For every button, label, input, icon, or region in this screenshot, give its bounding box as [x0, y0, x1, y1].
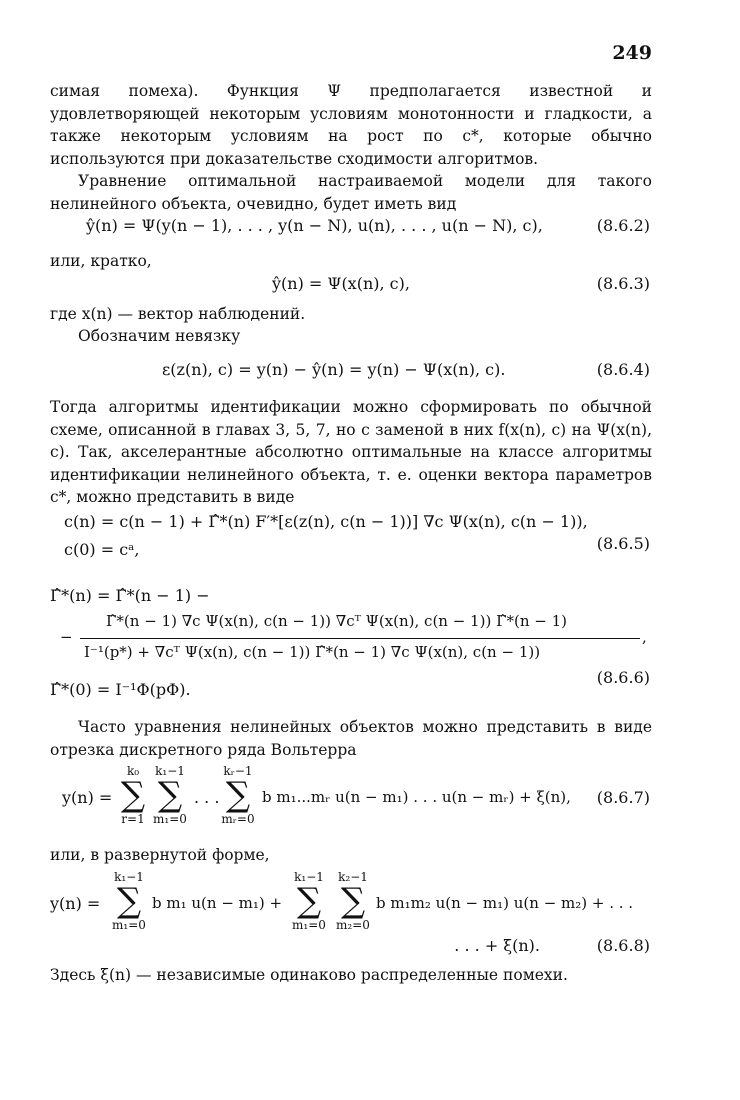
sum-lower: r=1 — [121, 812, 145, 826]
page-number: 249 — [612, 42, 652, 64]
sum-upper: kᵣ−1 — [223, 764, 253, 778]
fraction-comma: , — [642, 628, 647, 646]
equation-formula: c(0) = cᵃ, — [64, 540, 140, 559]
equation-formula: ŷ(n) = Ψ(y(n − 1), . . . , y(n − N), u(n), . . . , u(n − N), c), — [86, 216, 543, 235]
fraction-denominator: I⁻¹(p*) + ∇cᵀ Ψ(x(n), c(n − 1)) Γ̂*(n − 1) ∇c Ψ(x(n), c(n − 1)) — [84, 643, 541, 661]
text-final: Здесь ξ(n) — независимые одинаково распределенные помехи. — [50, 966, 568, 984]
sigma-icon: ∑ — [157, 775, 183, 815]
text-where-x: где x(n) — вектор наблюдений. — [50, 305, 306, 323]
equation-formula: c(n) = c(n − 1) + Γ̂*(n) F′*[ε(z(n), c(n − 1))] ∇c Ψ(x(n), c(n − 1)), — [64, 512, 588, 531]
equation-8-6-6-line3 — [50, 668, 650, 704]
equation-formula: Γ̂*(0) = I⁻¹Φ(pΦ). — [50, 680, 191, 699]
sum-upper: k₁−1 — [294, 870, 324, 884]
equation-number: (8.6.7) — [596, 788, 650, 807]
equation-lhs: y(n) = — [62, 788, 113, 807]
equation-8-6-4 — [50, 360, 650, 384]
sum-symbol — [116, 764, 150, 826]
sum-symbol — [332, 870, 374, 932]
fraction-bar — [80, 638, 640, 639]
equation-8-6-8 — [50, 870, 650, 970]
equation-dots: . . . — [194, 788, 220, 807]
sum-symbol — [288, 870, 330, 932]
equation-lhs: y(n) = — [50, 894, 101, 913]
equation-8-6-6-line1 — [50, 586, 650, 610]
equation-term-2: b m₁m₂ u(n − m₁) u(n − m₂) + . . . — [376, 894, 634, 912]
sum-symbol — [218, 764, 258, 826]
sum-symbol — [150, 764, 190, 826]
equation-number: (8.6.8) — [596, 936, 650, 955]
equation-8-6-2 — [50, 216, 650, 240]
sigma-icon: ∑ — [340, 881, 366, 921]
equation-number: (8.6.6) — [596, 668, 650, 687]
equation-formula: ŷ(n) = Ψ(x(n), c), — [272, 274, 410, 293]
equation-8-6-5-line1 — [50, 512, 650, 536]
text-or-short: или, кратко, — [50, 252, 152, 270]
sigma-icon: ∑ — [120, 775, 146, 815]
paragraph-assumptions: симая помеха). Функция Ψ предполагается известной и удовлетворяющей некоторым условиям монотонности и гладкости, а также некоторым условиям на рост по c*, которые обычно используются при доказательстве сходимости алгоритмов. — [50, 82, 652, 168]
sum-lower: m₁=0 — [153, 812, 187, 826]
sum-upper: k₁−1 — [114, 870, 144, 884]
sum-upper: k₀ — [126, 764, 140, 778]
paragraph-algorithms: Тогда алгоритмы идентификации можно сформировать по обычной схеме, описанной в главах 3, 5, 7, но с заменой в них f(x(n), c) на Ψ(x(n), c). Так, акселерантные абсолютно оптимальные на классе алгоритмы идентификации нелинейного объекта, т. е. оценки вектора параметров c*, можно представить в виде — [50, 398, 652, 506]
equation-formula: Γ̂*(n) = Γ̂*(n − 1) − — [50, 586, 210, 605]
paragraph-model-intro: Уравнение оптимальной настраиваемой модели для такого нелинейного объекта, очевидно, будет иметь вид — [50, 172, 652, 213]
equation-number: (8.6.2) — [596, 216, 650, 235]
text-denote: Обозначим невязку — [78, 327, 241, 345]
sigma-icon: ∑ — [225, 775, 251, 815]
fraction-numerator: Γ̂*(n − 1) ∇c Ψ(x(n), c(n − 1)) ∇cᵀ Ψ(x(n), c(n − 1)) Γ̂*(n − 1) — [106, 612, 567, 630]
equation-term-1: b m₁ u(n − m₁) + — [152, 894, 283, 912]
equation-8-6-5-line2 — [50, 534, 650, 564]
sum-upper: k₂−1 — [338, 870, 368, 884]
equation-line-2: . . . + ξ(n). — [454, 936, 540, 955]
equation-rhs: b m₁...mᵣ u(n − m₁) . . . u(n − mᵣ) + ξ(n), — [262, 788, 571, 806]
equation-8-6-6-fraction — [50, 612, 650, 668]
fraction-minus: − — [60, 628, 73, 646]
equation-number: (8.6.4) — [596, 360, 650, 379]
sum-lower: mᵣ=0 — [221, 812, 255, 826]
sum-lower: m₁=0 — [292, 918, 326, 932]
equation-8-6-3 — [50, 274, 650, 298]
paragraph-volterra-intro: Часто уравнения нелинейных объектов можно представить в виде отрезка дискретного ряда Вольтерра — [50, 718, 652, 759]
equation-formula: ε(z(n), c) = y(n) − ŷ(n) = y(n) − Ψ(x(n), c). — [162, 360, 506, 379]
sum-symbol — [108, 870, 150, 932]
equation-number: (8.6.3) — [596, 274, 650, 293]
sigma-icon: ∑ — [296, 881, 322, 921]
text-or-expanded: или, в развернутой форме, — [50, 846, 270, 864]
sum-lower: m₁=0 — [112, 918, 146, 932]
equation-8-6-7 — [50, 764, 650, 834]
sigma-icon: ∑ — [116, 881, 142, 921]
equation-number: (8.6.5) — [596, 534, 650, 553]
sum-upper: k₁−1 — [155, 764, 185, 778]
sum-lower: m₂=0 — [336, 918, 370, 932]
